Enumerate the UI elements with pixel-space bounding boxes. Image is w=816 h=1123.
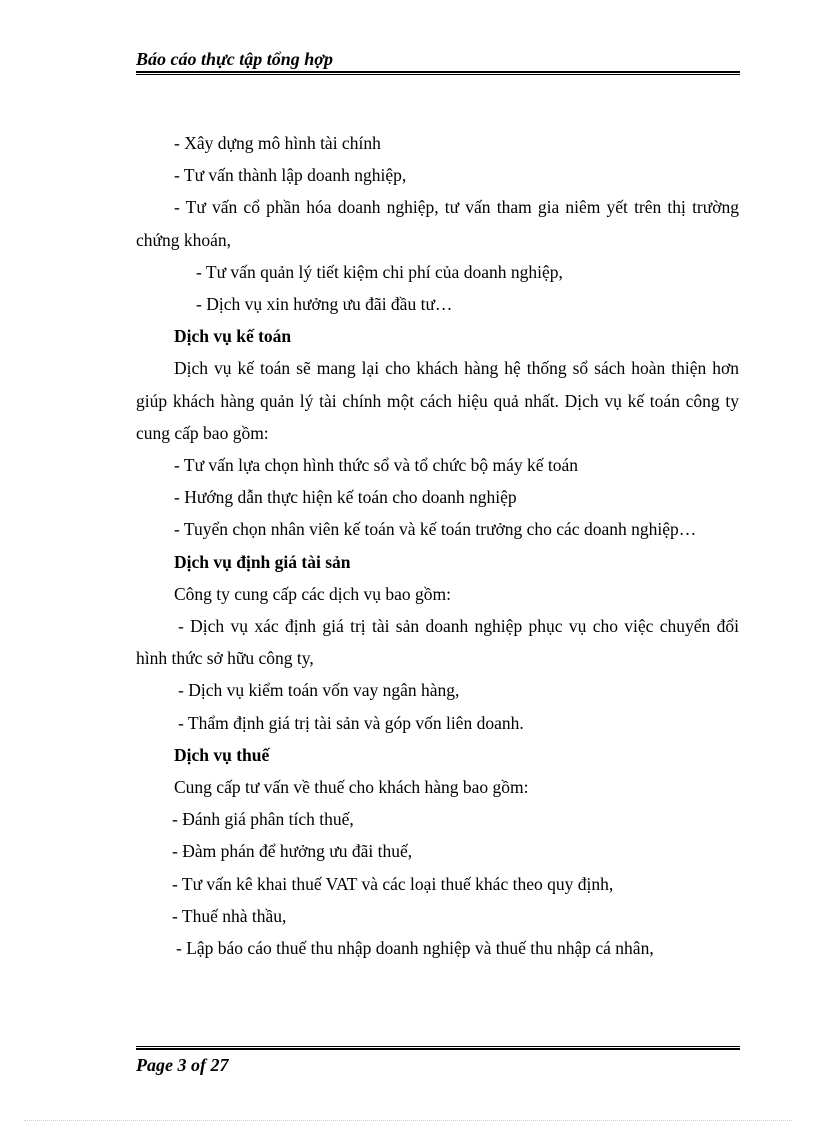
section-heading: Dịch vụ kế toán (174, 326, 292, 347)
list-item: - Dịch vụ kiểm toán vốn vay ngân hàng, (178, 680, 460, 701)
page-number: Page 3 of 27 (136, 1055, 229, 1075)
header-rule-bottom (136, 74, 740, 75)
paragraph: Công ty cung cấp các dịch vụ bao gồm: (174, 583, 452, 604)
page-header-title: Báo cáo thực tập tổng hợp (136, 49, 333, 69)
section-heading: Dịch vụ thuế (174, 744, 270, 765)
list-item: - Tư vấn kê khai thuế VAT và các loại thuế khác theo quy định, (172, 873, 614, 894)
paragraph: Dịch vụ kế toán sẽ mang lại cho khách hàng hệ thống sổ sách hoàn thiện hơn giúp khách hàng quản lý tài chính một cách hiệu quả nhất. Dịch vụ kế toán công ty cung cấp bao gồm: (136, 358, 739, 443)
paragraph: Cung cấp tư vấn về thuế cho khách hàng bao gồm: (174, 777, 529, 798)
list-item: - Tư vấn quản lý tiết kiệm chi phí của doanh nghiệp, (196, 261, 563, 282)
list-item: - Xây dựng mô hình tài chính (174, 133, 381, 153)
list-item: - Đàm phán để hưởng ưu đãi thuế, (172, 841, 413, 862)
list-item: - Hướng dẫn thực hiện kế toán cho doanh nghiệp (174, 487, 517, 508)
list-item: - Lập báo cáo thuế thu nhập doanh nghiệp và thuế thu nhập cá nhân, (176, 938, 654, 959)
list-item: - Tuyển chọn nhân viên kế toán và kế toán trưởng cho các doanh nghiệp… (174, 519, 697, 540)
section-heading: Dịch vụ định giá tài sản (174, 551, 351, 572)
list-item: - Dịch vụ xác định giá trị tài sản doanh nghiệp phục vụ cho việc chuyển đổi hình thức sở hữu công ty, (136, 616, 739, 669)
list-item: - Tư vấn lựa chọn hình thức sổ và tổ chức bộ máy kế toán (174, 455, 579, 476)
footer-rule-bottom (136, 1048, 740, 1050)
page-edge-divider (24, 1120, 792, 1121)
list-item: - Đánh giá phân tích thuế, (172, 809, 354, 830)
list-item: - Thẩm định giá trị tài sản và góp vốn liên doanh. (178, 712, 524, 733)
header-rule-top (136, 71, 740, 73)
list-item: - Tư vấn cổ phần hóa doanh nghiệp, tư vấn tham gia niêm yết trên thị trường chứng khoán, (136, 197, 739, 250)
footer-rule-top (136, 1046, 740, 1047)
list-item: - Tư vấn thành lập doanh nghiệp, (174, 165, 407, 186)
list-item: - Dịch vụ xin hưởng ưu đãi đầu tư… (196, 294, 453, 315)
list-item: - Thuế nhà thầu, (172, 905, 287, 926)
page-body (136, 127, 739, 964)
